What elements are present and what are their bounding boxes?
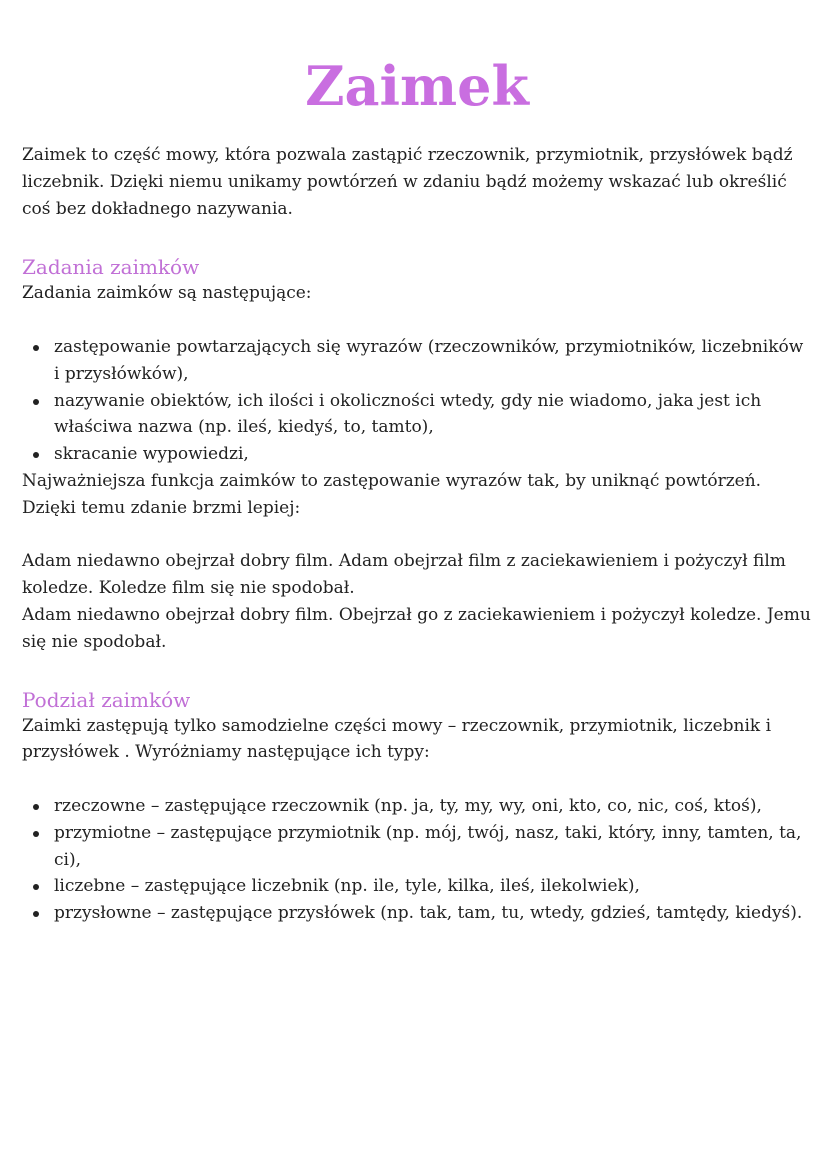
- section-lead-zadania: Zadania zaimków są następujące:: [22, 283, 312, 304]
- example-paragraph-pronouns: Adam niedawno obejrzał dobry film. Obejrzał go z zaciekawieniem i pożyczył koledze. Jemu się nie spodobał.: [22, 604, 811, 652]
- list-item: nazywanie obiektów, ich ilości i okoliczności wtedy, gdy nie wiadomo, jaka jest ich właściwa nazwa (np. ileś, kiedyś, to, tamto),: [22, 388, 812, 442]
- bullet-list-podzial: [22, 793, 812, 927]
- summary-paragraph: Najważniejsza funkcja zaimków to zastępowanie wyrazów tak, by uniknąć powtórzeń. Dzięki temu zdanie brzmi lepiej:: [22, 470, 762, 518]
- example-paragraph-repetitive: Adam niedawno obejrzał dobry film. Adam obejrzał film z zaciekawieniem i pożyczył film koledze. Koledze film się nie spodobał.: [22, 551, 786, 599]
- list-item: przysłowne – zastępujące przysłówek (np. tak, tam, tu, wtedy, gdzieś, tamtędy, kiedyś).: [22, 900, 812, 927]
- spacer: [22, 307, 812, 334]
- spacer: [22, 522, 812, 549]
- bullet-list-zadania: [22, 334, 812, 468]
- section-heading-zadania: Zadania zaimków: [22, 255, 200, 280]
- section-heading-podzial: Podział zaimków: [22, 687, 191, 712]
- list-item: zastępowanie powtarzających się wyrazów (rzeczowników, przymiotników, liczebników i przysłówków),: [22, 334, 812, 388]
- list-item: liczebne – zastępujące liczebnik (np. ile, tyle, kilka, ileś, ilekolwiek),: [22, 873, 812, 900]
- list-item: przymiotne – zastępujące przymiotnik (np. mój, twój, nasz, taki, który, inny, tamten, ta, ci),: [22, 820, 812, 874]
- list-item: rzeczowne – zastępujące rzeczownik (np. ja, ty, my, wy, oni, kto, co, nic, coś, ktoś),: [22, 793, 812, 820]
- spacer: [22, 766, 812, 793]
- section-lead-podzial: Zaimki zastępują tylko samodzielne części mowy – rzeczownik, przymiotnik, liczebnik i przysłówek . Wyróżniamy następujące ich typy:: [22, 715, 772, 763]
- list-item: skracanie wypowiedzi,: [22, 441, 812, 468]
- page-title: Zaimek: [305, 54, 529, 118]
- intro-paragraph: Zaimek to część mowy, która pozwala zastąpić rzeczownik, przymiotnik, przysłówek bądź liczebnik. Dzięki niemu unikamy powtórzeń w zdaniu bądź możemy wskazać lub określić coś bez dokładnego nazywania.: [22, 145, 793, 219]
